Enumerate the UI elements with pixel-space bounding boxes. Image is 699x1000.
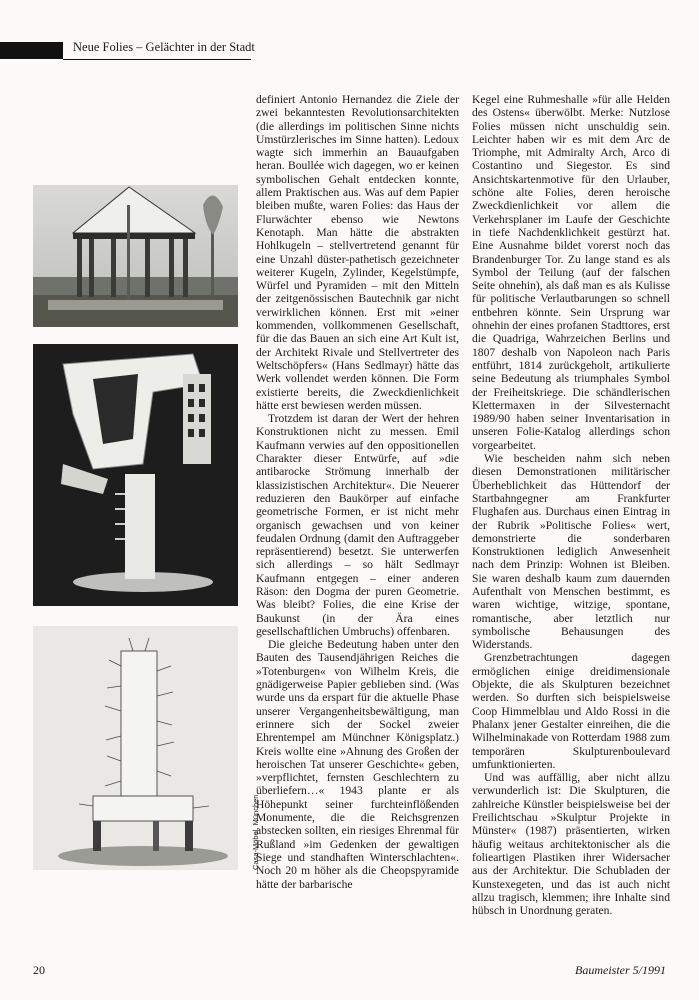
paragraph: Trotzdem ist daran der Wert der hehren Konstruktionen nicht zu messen. Emil Kaufmann verwies auf den oppositionellen Charakter dieser Entwürfe, auf »die antibarocke Strömung innerhalb der klassizistischen Architektur«. Die Neuerer reduzieren den Baukörper auf einfache geometrische Formen, er ist nicht mehr organisch gewachsen und von keiner feudalen Ordnung (damit den Auftraggeber repräsentierend) besetzt. Sie unterwerfen sich allerdings – so hält Sedlmayr Kaufmann entgegen – einer anderen Räson: den Dogma der puren Geometrie. Was bleibt? Folies, die eine Krise der Baukunst (in der Ära eines gesellschaftlichen Umbruchs) offenbaren.: [256, 412, 459, 638]
text-column-left: [256, 93, 459, 891]
running-header: Neue Folies – Gelächter in der Stadt: [73, 40, 255, 54]
photo-credit: Casa-Möbel, München: [251, 794, 260, 870]
text-column-right: [472, 93, 670, 917]
paragraph: Die gleiche Bedeutung haben unter den Bauten des Tausendjährigen Reiches die »Totenburgen« von Wilhelm Kreis, die gnädigerweise Papier geblieben sind. (Was wurde uns da erspart für die aktuelle Phase unserer Vergangenheitsbewältigung, man erinnere sich der Sockel zweier Ehrentempel am Münchner Königsplatz.) Kreis wollte eine »Ahnung des Großen der heroischen Tat unserer Geschichte« geben, »verpflichtet, fernsten Geschlechtern zu überliefern…« 1943 plante er als Höhepunkt seiner furchteinflößenden Monumente, die die Reichsgrenzen abstecken sollten, ein riesiges Ehrenmal für Rußland »im Gedenken der gewaltigen Siege und standhaften Winterschlachten«. Noch 20 m höher als die Cheopspyramide hätte der barbarische: [256, 638, 459, 891]
paragraph: definiert Antonio Hernandez die Ziele der zwei bekanntesten Revolutionsarchitekten (die allerdings im politischen Sinne nichts Umstürzlerisches im Sinne hatten). Ledoux wagte sich immerhin an Bauaufgaben heran. Boullée wich dagegen, wo er keinen symbolischen Gehalt entdecken konnte, allem Praktischen aus. Was auf dem Papier bleiben mußte, waren Folies: das Haus der Flurwächter ebenso wie Newtons Kenotaph. Man hätte die abstrakten Hohlkugeln – stellvertretend genannt für eine Unzahl düster-pathetisch gezeichneter weiterer Kugeln, Zylinder, Kegelstümpfe, Würfel und Pyramiden – mit den Mitteln der zeitgenössischen Bautechnik gar nicht verwirklichen können. Erst mit »einer kommenden, vollkommenen Gesellschaft, für die das Bauen an sich eine Art Kult ist, der Architekt Rivale und Stellvertreter des Weltschöpfers« (Hans Sedlmayr) hätte das Werk vollendet werden können. Die Form existierte bereits, die Zweckdienlichkeit hätte erst bewiesen werden müssen.: [256, 93, 459, 412]
magazine-issue: Baumeister 5/1991: [575, 963, 666, 977]
paragraph: Und was auffällig, aber nicht allzu verwunderlich ist: Die Skulpturen, die zahlreiche Künstler beispielsweise bei der Freilichtschau »Skulptur Projekte in Münster« (1987) präsentierten, wirken häufig weitaus architektonischer als die folieartigen Plastiken ihrer Widersacher aus der Architektur. Die Schubladen der Kunstexegeten, und das ist auch nicht allzu tragisch, klemmen; ihre Inhalte sind hübsch in Unordnung geraten.: [472, 771, 670, 918]
paragraph: Kegel eine Ruhmeshalle »für alle Helden des Ostens« überwölbt. Merke: Nutzlose Folies müssen nicht unschuldig sein. Leichter haben wir es mit dem Arc de Triomphe, mit Admiralty Arch, Arco di Costantino und Siegestor. Es sind Ansichtskartenmotive für den Urlauber, schöne alte Folies, deren heroische Zweckdienlichkeit vor allem die Verkehrsplaner im Laufe der Geschichte in tiefe Nachdenklichkeit gestürzt hat. Eine Ausnahme bildet vorerst noch das Brandenburger Tor. Zu lange stand es als Symbol der Teilung (auf der falschen Seite ohnehin), als daß man es als Kulisse für politische Verlautbarungen so schnell entbehren könnte. Sein Ursprung war ohnehin der eines profanen Stadttores, erst die Quadriga, Wahrzeichen Berlins und 1807 deshalb von Napoleon nach Paris entführt, 1814 zurückgeholt, artikulierte seine Bedeutung als triumphales Symbol der Freiheitskriege. Die schändlerischen Klettermaxen in der Silvesternacht 1989/90 haben seiner Inventarisation in unseren Folie-Katalog allerdings schon vorgearbeitet.: [472, 93, 670, 452]
paragraph: Wie bescheiden nahm sich neben diesen Demonstrationen militärischer Überheblichkeit das Hüttendorf der Startbahngegner am Frankfurter Flughafen aus. Durchaus einen Eintrag in der Rubrik »Politische Folies« wert, demonstrierte die sonderbaren Konstruktionen lediglich Anwesenheit nach dem Prinzip: Wohnen ist Bleiben. Sie waren deshalb kaum zum dauernden Aufenthalt von Menschen bestimmt, es waren wichtige, witzige, spontane, romantische, aber letztlich nur symbolische Behausungen des Widerstands.: [472, 452, 670, 652]
photo-pavilion: [33, 185, 238, 327]
paragraph: Grenzbetrachtungen dagegen ermöglichen einige dreidimensionale Objekte, die als Skulpturen bezeichnet werden. So durften sich beispielsweise Coop Himmelblau und Aldo Rossi in die Phalanx jener Gestalter einreihen, die die Wilhelminakade von Rotterdam 1988 zum temporären Skulpturenboulevard umfunktionierten.: [472, 651, 670, 771]
header-bar: [0, 42, 63, 59]
header-rule: [63, 59, 251, 60]
photo-chair-sculpture: [33, 626, 238, 870]
photo-folie-sculpture: [33, 344, 238, 606]
page-number: 20: [33, 963, 45, 977]
